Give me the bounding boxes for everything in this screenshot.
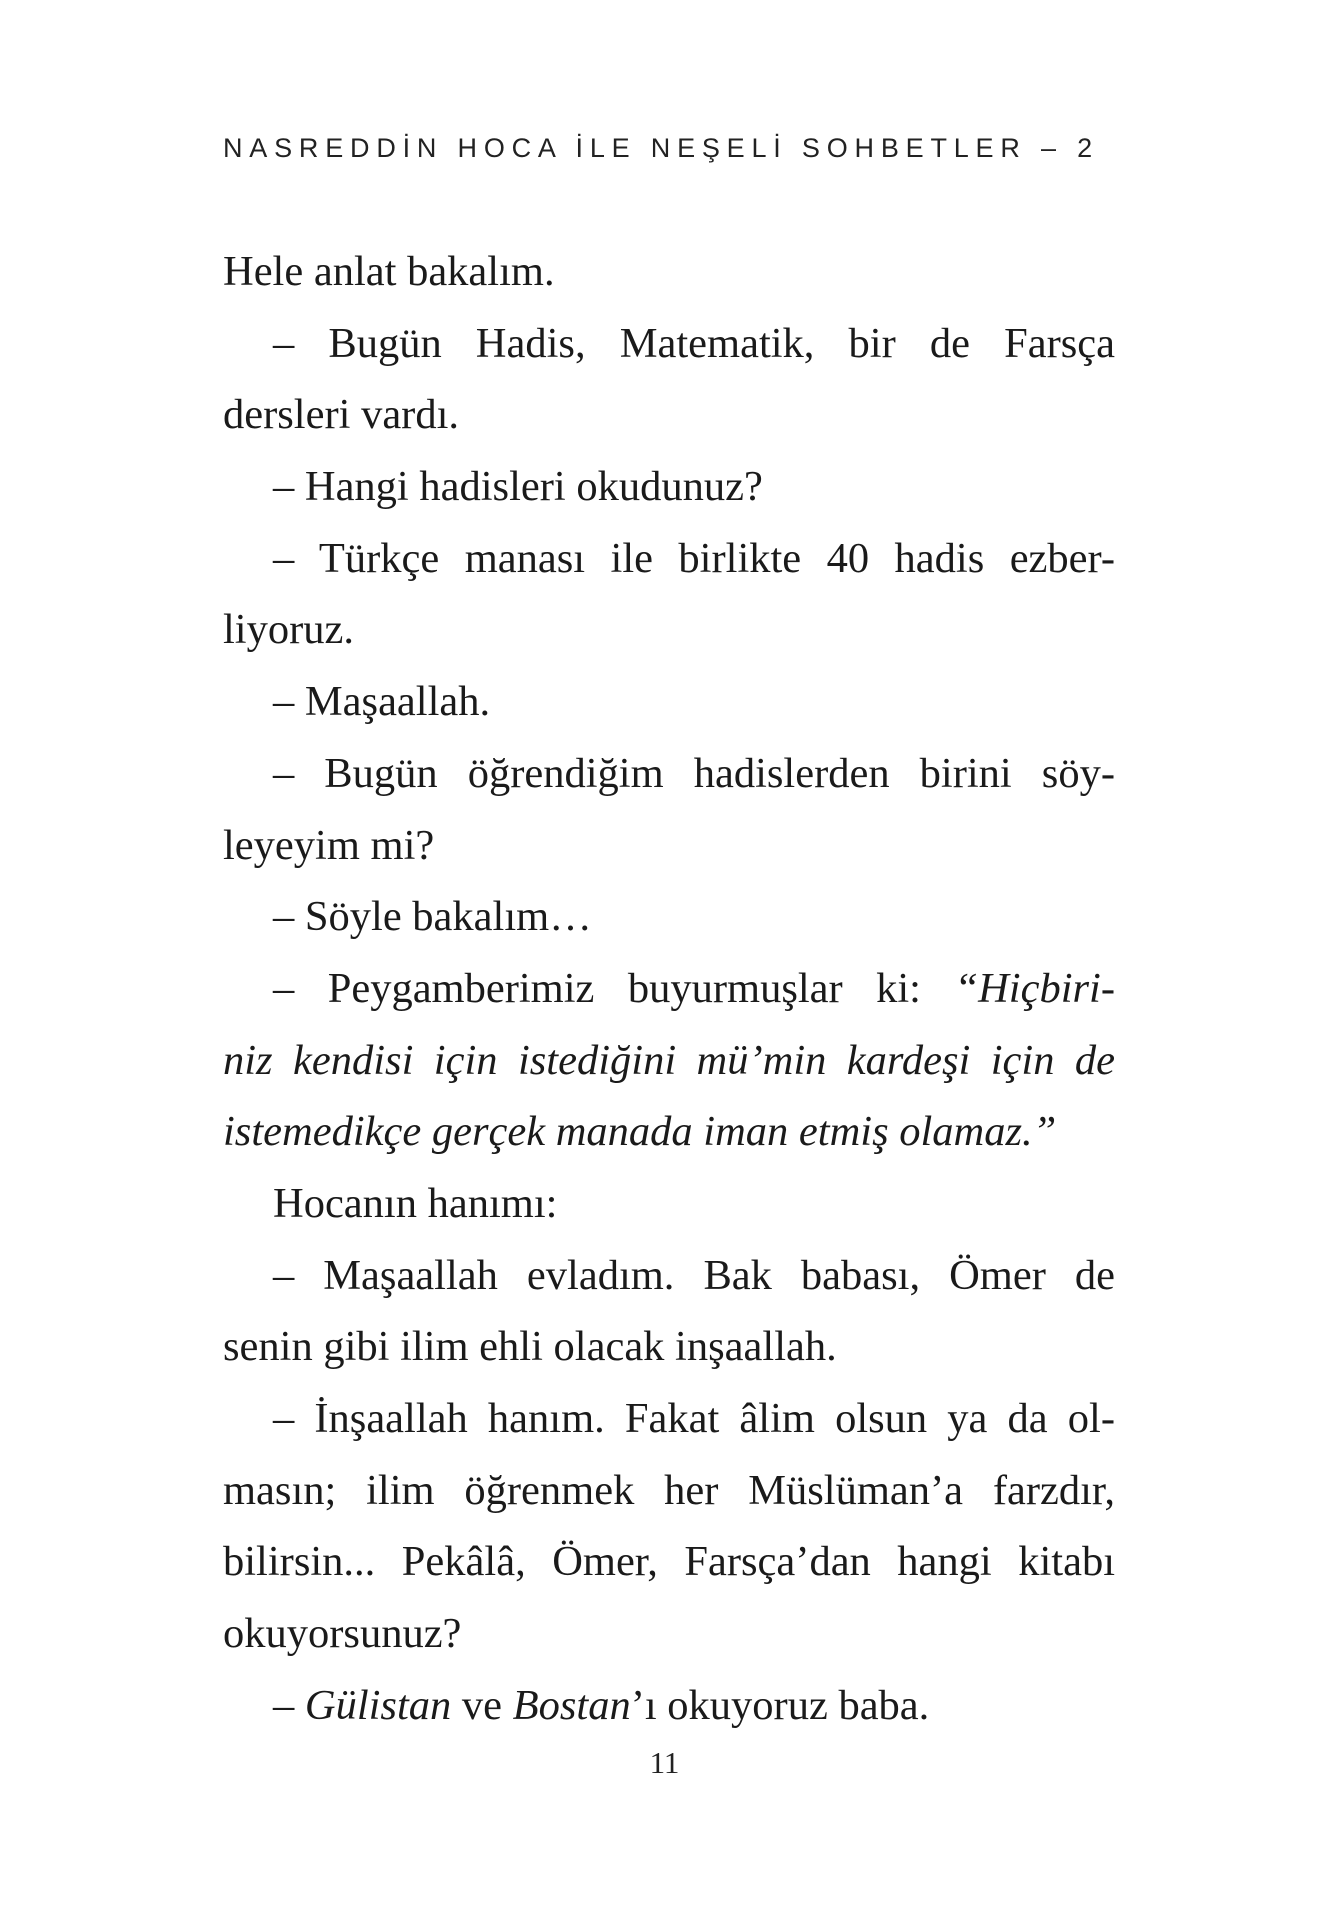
text-line: – Söyle bakalım… (273, 893, 592, 941)
text-line: okuyorsunuz? (223, 1610, 462, 1658)
text-line-rest: ’ı okuyoruz baba. (630, 1681, 930, 1729)
page-number: 11 (649, 1745, 680, 1780)
text-line: – İnşaallah hanım. Fakat âlim olsun ya da ol- (273, 1395, 1115, 1442)
hadith-quote-start: “Hiçbiri- (954, 964, 1115, 1012)
text-line: – Maşaallah. (273, 678, 491, 726)
text-line: masın; ilim öğrenmek her Müslüman’a farzdır, (223, 1466, 1115, 1514)
hadith-quote-line: niz kendisi için istediğini mü’min kardeşi için de (223, 1036, 1115, 1084)
book-title-gulistan: Gülistan (304, 1681, 452, 1729)
text-line: bilirsin... Pekâlâ, Ömer, Farsça’dan hangi kitabı (223, 1538, 1115, 1586)
text-line-plain: – Peygamberimiz buyurmuşlar ki: (273, 964, 955, 1012)
text-line: liyoruz. (223, 606, 355, 654)
text-line: leyeyim mi? (223, 821, 435, 869)
text-line: – Bugün Hadis, Matematik, bir de Farsça (273, 319, 1115, 367)
text-line (223, 953, 1115, 1025)
conjunction: ve (451, 1681, 513, 1729)
body-text (223, 236, 1115, 1741)
text-line: – Türkçe manası ile birlikte 40 hadis ezber- (273, 534, 1115, 582)
text-line: Hele anlat bakalım. (223, 248, 555, 295)
text-line: – Maşaallah evladım. Bak babası, Ömer de (273, 1251, 1115, 1299)
book-title-bostan: Bostan (512, 1681, 631, 1729)
text-line (223, 1670, 1115, 1742)
text-line: dersleri vardı. (223, 391, 460, 439)
text-line: senin gibi ilim ehli olacak inşaallah. (223, 1323, 837, 1371)
text-line: Hocanın hanımı: (273, 1179, 558, 1227)
text-line: – Bugün öğrendiğim hadislerden birini söy- (273, 749, 1115, 797)
text-line: – Hangi hadisleri okudunuz? (273, 463, 763, 511)
hadith-quote-line: istemedikçe gerçek manada iman etmiş olamaz.” (223, 1108, 1057, 1156)
running-header: NASREDDİN HOCA İLE NEŞELİ SOHBETLER – 2 (223, 133, 1099, 163)
dash: – (273, 1681, 305, 1729)
